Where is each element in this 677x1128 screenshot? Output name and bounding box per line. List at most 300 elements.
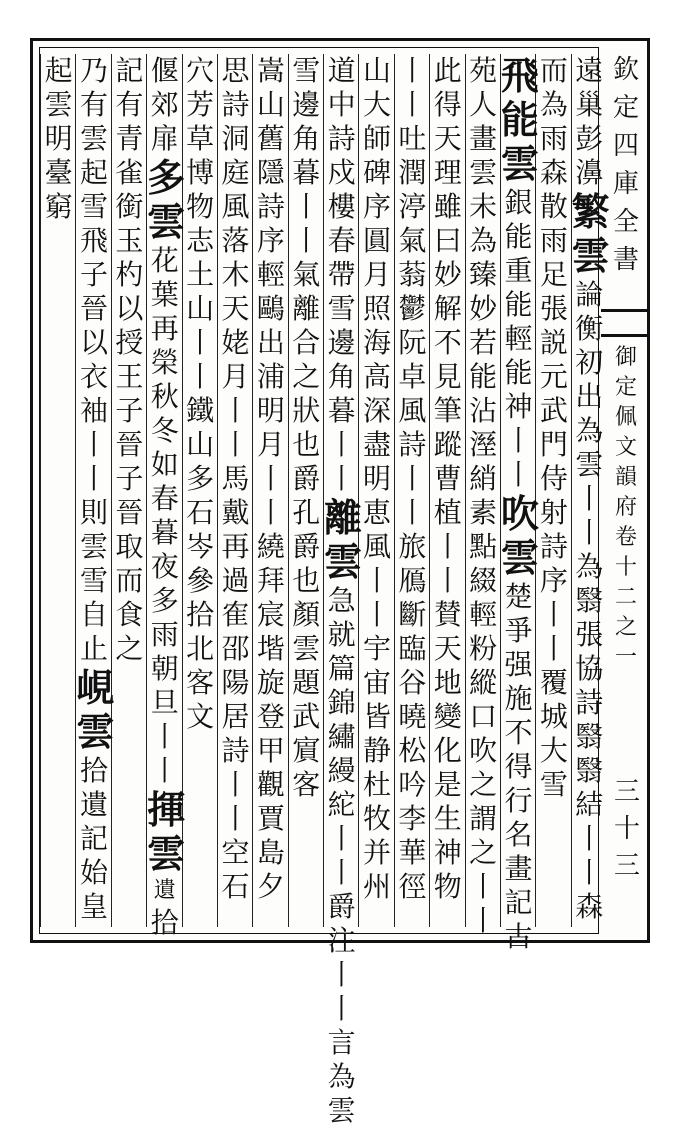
text-char: 丨 — [398, 462, 427, 495]
text-char: 子 — [80, 258, 109, 291]
text-char: 乃 — [80, 54, 109, 87]
text-char: 孔 — [292, 496, 321, 529]
text-char: 袖 — [80, 394, 109, 427]
text-char: 客 — [292, 768, 321, 801]
text-char: 急 — [327, 584, 356, 617]
text-char: 錦 — [327, 686, 356, 719]
text-char: 彭 — [575, 122, 604, 155]
text-char: 丨 — [292, 190, 321, 223]
text-char: 丨 — [327, 462, 356, 495]
text-char: 石 — [221, 870, 250, 903]
text-char: 見 — [433, 360, 462, 393]
text-char: 邵 — [221, 632, 250, 665]
book-title-char: 全 — [612, 207, 639, 237]
text-char: 浦 — [256, 360, 285, 393]
text-char: 覆 — [539, 666, 568, 699]
text-char: 得 — [504, 750, 533, 783]
text-char: 雪 — [292, 54, 321, 87]
text-char: 衡 — [575, 312, 604, 345]
text-char: 牧 — [363, 802, 392, 835]
book-title-char: 欽 — [612, 55, 639, 85]
headword-char: 雲 — [76, 709, 115, 754]
text-char: 觀 — [256, 768, 285, 801]
text-char: 遺 — [153, 878, 176, 903]
text-char: 縵 — [327, 754, 356, 787]
text-char: 丨 — [256, 462, 285, 495]
headword-char: 雲 — [571, 233, 610, 278]
text-char: 子 — [115, 462, 144, 495]
text-char: 食 — [115, 598, 144, 631]
text-char: 理 — [433, 156, 462, 189]
text-char: 丨 — [575, 516, 604, 549]
text-char: 邊 — [292, 88, 321, 121]
text-char: 春 — [327, 224, 356, 257]
text-char: 拾 — [186, 598, 215, 631]
text-char: 丨 — [433, 530, 462, 563]
text-char: 丨 — [150, 720, 179, 753]
text-char: 照 — [363, 292, 392, 325]
text-char: 門 — [539, 428, 568, 461]
text-char: 得 — [433, 88, 462, 121]
text-char: 深 — [363, 394, 392, 427]
text-char: 濞 — [575, 156, 604, 189]
text-char: 洞 — [221, 122, 250, 155]
text-char: 爵 — [327, 890, 356, 923]
text-char: 之 — [469, 768, 498, 801]
text-char: 暮 — [327, 394, 356, 427]
volume-char: 定 — [614, 375, 637, 400]
text-char: 雨 — [150, 618, 179, 651]
volume-char: 十 — [614, 555, 637, 580]
text-char: 論 — [575, 278, 604, 311]
text-column — [75, 54, 115, 927]
text-char: 未 — [469, 190, 498, 223]
text-column — [429, 54, 465, 927]
text-char: 注 — [327, 924, 356, 957]
text-char: 草 — [186, 122, 215, 155]
text-column — [465, 54, 501, 937]
text-char: 中 — [327, 88, 356, 121]
volume-char: 文 — [614, 435, 637, 460]
volume-char: 佩 — [614, 405, 637, 430]
page-number: 三十三 — [613, 777, 640, 881]
text-char: 圓 — [363, 224, 392, 257]
text-char: 潤 — [398, 156, 427, 189]
text-char: 吹 — [469, 734, 498, 767]
text-char: 夕 — [256, 870, 285, 903]
text-char: 州 — [363, 870, 392, 903]
text-char: 詩 — [539, 530, 568, 563]
text-char: 樓 — [327, 190, 356, 223]
text-char: 帶 — [327, 258, 356, 291]
volume-char: 一 — [614, 645, 637, 670]
text-char: 曰 — [433, 224, 462, 257]
text-char: 輕 — [469, 598, 498, 631]
text-char: 暮 — [292, 156, 321, 189]
text-char: 郊 — [150, 88, 179, 121]
text-char: 侍 — [539, 462, 568, 495]
text-char: 臻 — [469, 258, 498, 291]
text-char: 言 — [327, 1026, 356, 1059]
volume-char: 卷 — [614, 525, 637, 550]
text-char: 堦 — [256, 632, 285, 665]
text-char: 初 — [575, 346, 604, 379]
text-char: 土 — [186, 258, 215, 291]
text-char: 過 — [221, 564, 250, 597]
text-char: 結 — [575, 788, 604, 821]
book-title — [605, 51, 647, 291]
text-char: 序 — [363, 190, 392, 223]
text-char: 為 — [575, 414, 604, 447]
text-char: 物 — [433, 870, 462, 903]
text-char: 秋 — [150, 380, 179, 413]
text-char: 自 — [80, 598, 109, 631]
text-char: 氣 — [398, 224, 427, 257]
text-char: 起 — [44, 54, 73, 87]
text-char: 徑 — [398, 870, 427, 903]
text-char: 古 — [504, 920, 533, 953]
text-char: 丨 — [398, 54, 427, 87]
text-char: 吟 — [398, 768, 427, 801]
text-char: 晉 — [80, 292, 109, 325]
text-char: 爵 — [292, 530, 321, 563]
text-char: 口 — [469, 700, 498, 733]
text-char: 山 — [363, 54, 392, 87]
text-char: 巢 — [575, 88, 604, 121]
text-char: 花 — [150, 244, 179, 277]
text-char: 雪 — [539, 768, 568, 801]
text-char: 説 — [539, 326, 568, 359]
text-char: 陽 — [221, 666, 250, 699]
volume-char: 之 — [614, 615, 637, 640]
text-char: 博 — [186, 156, 215, 189]
text-char: 登 — [256, 700, 285, 733]
text-char: 森 — [575, 890, 604, 923]
text-char: 春 — [150, 482, 179, 515]
text-char: 丨 — [221, 428, 250, 461]
volume-label — [605, 343, 647, 703]
text-char: 丨 — [575, 856, 604, 889]
text-char: 庭 — [221, 156, 250, 189]
text-char: 穴 — [186, 54, 215, 87]
text-char: 阮 — [398, 326, 427, 359]
text-char: 丨 — [221, 768, 250, 801]
text-char: 思 — [221, 54, 250, 87]
text-column — [111, 54, 147, 927]
text-char: 丨 — [327, 958, 356, 991]
text-char: 落 — [221, 224, 250, 257]
page-margin — [601, 41, 647, 940]
text-char: 山 — [186, 428, 215, 461]
text-char: 丨 — [469, 904, 498, 937]
text-char: 恵 — [363, 496, 392, 529]
text-char: 華 — [398, 836, 427, 869]
text-char: 妙 — [469, 292, 498, 325]
text-char: 溼 — [469, 428, 498, 461]
text-char: 雲 — [575, 448, 604, 481]
text-char: 題 — [292, 666, 321, 699]
text-char: 臺 — [44, 156, 73, 189]
text-char: 雪 — [80, 564, 109, 597]
text-char: 起 — [80, 156, 109, 189]
book-title-char: 定 — [612, 93, 639, 123]
book-title-char: 書 — [612, 245, 639, 275]
text-char: 丨 — [433, 564, 462, 597]
text-char: 盡 — [363, 428, 392, 461]
text-char: 鴈 — [398, 564, 427, 597]
text-char: 散 — [539, 190, 568, 223]
text-char: 子 — [115, 394, 144, 427]
text-char: 丨 — [398, 88, 427, 121]
text-char: 能 — [504, 220, 533, 253]
text-char: 綴 — [469, 564, 498, 597]
text-char: 空 — [221, 836, 250, 869]
text-char: 重 — [504, 254, 533, 287]
text-char: 卓 — [398, 360, 427, 393]
text-char: 謂 — [469, 802, 498, 835]
text-char: 繡 — [327, 720, 356, 753]
text-char: 吐 — [398, 122, 427, 155]
text-char: 元 — [539, 360, 568, 393]
headword-char: 繁 — [571, 189, 610, 234]
text-char: 有 — [115, 88, 144, 121]
text-char: 雲 — [292, 632, 321, 665]
text-char: 蹤 — [433, 428, 462, 461]
text-char: 居 — [221, 700, 250, 733]
headword-char: 離 — [324, 495, 363, 540]
text-column — [288, 54, 324, 927]
text-char: 志 — [186, 224, 215, 257]
text-char: 若 — [469, 326, 498, 359]
text-char: 雲 — [80, 530, 109, 563]
text-char: 植 — [433, 496, 462, 529]
text-char: 窮 — [44, 190, 73, 223]
text-char: 高 — [363, 360, 392, 393]
text-char: 丨 — [256, 496, 285, 529]
text-char: 丨 — [504, 424, 533, 457]
text-char: 參 — [186, 564, 215, 597]
text-char: 丨 — [327, 428, 356, 461]
headword-char: 揮 — [147, 787, 186, 832]
text-char: 飛 — [80, 224, 109, 257]
text-char: 并 — [363, 836, 392, 869]
text-char: 楚 — [504, 580, 533, 613]
text-char: 授 — [115, 326, 144, 359]
text-char: 月 — [221, 360, 250, 393]
text-char: 畫 — [504, 852, 533, 885]
text-char: 雖 — [433, 190, 462, 223]
text-char: 明 — [256, 394, 285, 427]
text-char: 隺 — [221, 598, 250, 631]
text-char: 以 — [80, 326, 109, 359]
text-char: 碑 — [363, 156, 392, 189]
text-char: 也 — [292, 564, 321, 597]
volume-char: 二 — [614, 585, 637, 610]
text-char: 角 — [292, 122, 321, 155]
text-char: 則 — [80, 496, 109, 529]
text-column — [500, 53, 539, 953]
headword-char: 雲 — [500, 535, 539, 580]
text-char: 顏 — [292, 598, 321, 631]
text-char: 筆 — [433, 394, 462, 427]
text-char: 多 — [186, 462, 215, 495]
text-char: 雲 — [80, 122, 109, 155]
text-char: 點 — [469, 530, 498, 563]
text-char: 嵩 — [256, 54, 285, 87]
text-char: 丨 — [327, 822, 356, 855]
text-char: 甲 — [256, 734, 285, 767]
text-char: 物 — [186, 190, 215, 223]
text-char: 人 — [469, 88, 498, 121]
text-char: 取 — [115, 530, 144, 563]
volume-char: 御 — [614, 345, 637, 370]
text-char: 也 — [292, 428, 321, 461]
text-char: 多 — [150, 584, 179, 617]
text-char: 出 — [256, 326, 285, 359]
text-char: 以 — [115, 292, 144, 325]
text-char: 榮 — [150, 346, 179, 379]
headword-char: 能 — [500, 97, 539, 142]
text-char: 是 — [433, 768, 462, 801]
headword-char: 雲 — [147, 199, 186, 244]
text-char: 詩 — [221, 734, 250, 767]
text-char: 不 — [433, 326, 462, 359]
text-char: 為 — [575, 550, 604, 583]
text-char: 戴 — [221, 496, 250, 529]
text-char: 拜 — [256, 564, 285, 597]
text-char: 足 — [539, 258, 568, 291]
text-char: 道 — [327, 54, 356, 87]
text-char: 皆 — [363, 700, 392, 733]
text-char: 丨 — [327, 856, 356, 889]
text-char: 輕 — [256, 258, 285, 291]
text-char: 丨 — [469, 870, 498, 903]
text-column — [394, 54, 430, 927]
text-char: 始 — [80, 856, 109, 889]
headword-char: 雲 — [500, 141, 539, 186]
text-char: 翳 — [575, 720, 604, 753]
text-char: 翳 — [575, 754, 604, 787]
text-char: 名 — [504, 818, 533, 851]
text-char: 丨 — [504, 458, 533, 491]
text-char: 神 — [433, 836, 462, 869]
text-char: 北 — [186, 632, 215, 665]
text-char: 島 — [256, 836, 285, 869]
text-char: 合 — [292, 326, 321, 359]
text-char: 序 — [256, 224, 285, 257]
text-column — [182, 54, 218, 927]
text-char: 旅 — [398, 530, 427, 563]
text-column — [358, 54, 394, 927]
text-char: 角 — [327, 360, 356, 393]
text-char: 變 — [433, 700, 462, 733]
text-char: 山 — [186, 292, 215, 325]
text-char: 鐵 — [186, 394, 215, 427]
text-char: 鷗 — [256, 292, 285, 325]
text-char: 雀 — [115, 156, 144, 189]
text-char: 丨 — [292, 224, 321, 257]
text-char: 拾 — [80, 754, 109, 787]
text-char: 丨 — [80, 428, 109, 461]
text-char: 海 — [363, 326, 392, 359]
text-char: 丨 — [150, 754, 179, 787]
text-char: 雨 — [539, 122, 568, 155]
book-title-char: 四 — [612, 131, 639, 161]
text-char: 曹 — [433, 462, 462, 495]
text-char: 拾 — [150, 906, 179, 939]
text-char: 李 — [398, 802, 427, 835]
text-char: 丨 — [221, 802, 250, 835]
text-char: 扉 — [150, 122, 179, 155]
text-char: 如 — [150, 448, 179, 481]
text-char: 文 — [186, 700, 215, 733]
fishtail-mark — [601, 309, 647, 337]
headword-char: 吹 — [500, 491, 539, 536]
text-char: 隱 — [256, 156, 285, 189]
text-char: 宇 — [363, 632, 392, 665]
text-char: 而 — [539, 54, 568, 87]
text-char: 丨 — [221, 394, 250, 427]
text-char: 張 — [575, 618, 604, 651]
text-char: 旋 — [256, 666, 285, 699]
text-char: 師 — [363, 122, 392, 155]
text-char: 風 — [221, 190, 250, 223]
text-char: 武 — [292, 700, 321, 733]
text-char: 地 — [433, 666, 462, 699]
text-char: 丨 — [539, 598, 568, 631]
text-char: 能 — [504, 288, 533, 321]
text-char: 丨 — [539, 632, 568, 665]
text-char: 曉 — [398, 700, 427, 733]
text-char: 為 — [539, 88, 568, 121]
text-char: 晉 — [115, 428, 144, 461]
text-char: 詩 — [398, 428, 427, 461]
text-char: 止 — [80, 632, 109, 665]
text-char: 為 — [469, 224, 498, 257]
text-char: 爵 — [292, 462, 321, 495]
text-char: 朝 — [150, 652, 179, 685]
text-char: 張 — [539, 292, 568, 325]
text-column — [40, 54, 76, 927]
text-char: 畫 — [469, 122, 498, 155]
text-char: 風 — [363, 530, 392, 563]
text-char: 再 — [150, 312, 179, 345]
text-char: 王 — [115, 360, 144, 393]
text-char: 岑 — [186, 530, 215, 563]
text-char: 有 — [80, 88, 109, 121]
text-char: 記 — [80, 822, 109, 855]
text-char: 解 — [433, 292, 462, 325]
volume-char: 府 — [614, 495, 637, 520]
text-column — [252, 54, 288, 927]
text-char: 山 — [256, 88, 285, 121]
text-char: 賈 — [256, 802, 285, 835]
text-char: 銜 — [115, 190, 144, 223]
text-char: 丨 — [327, 992, 356, 1025]
text-char: 雲 — [327, 1094, 356, 1127]
text-char: 苑 — [469, 54, 498, 87]
text-char: 玉 — [115, 224, 144, 257]
text-char: 翳 — [575, 584, 604, 617]
text-char: 素 — [469, 496, 498, 529]
text-char: 丨 — [575, 482, 604, 515]
text-char: 不 — [504, 716, 533, 749]
text-char: 明 — [44, 122, 73, 155]
text-char: 射 — [539, 496, 568, 529]
headword-char: 峴 — [76, 665, 115, 710]
text-char: 木 — [221, 258, 250, 291]
text-char: 為 — [327, 1060, 356, 1093]
